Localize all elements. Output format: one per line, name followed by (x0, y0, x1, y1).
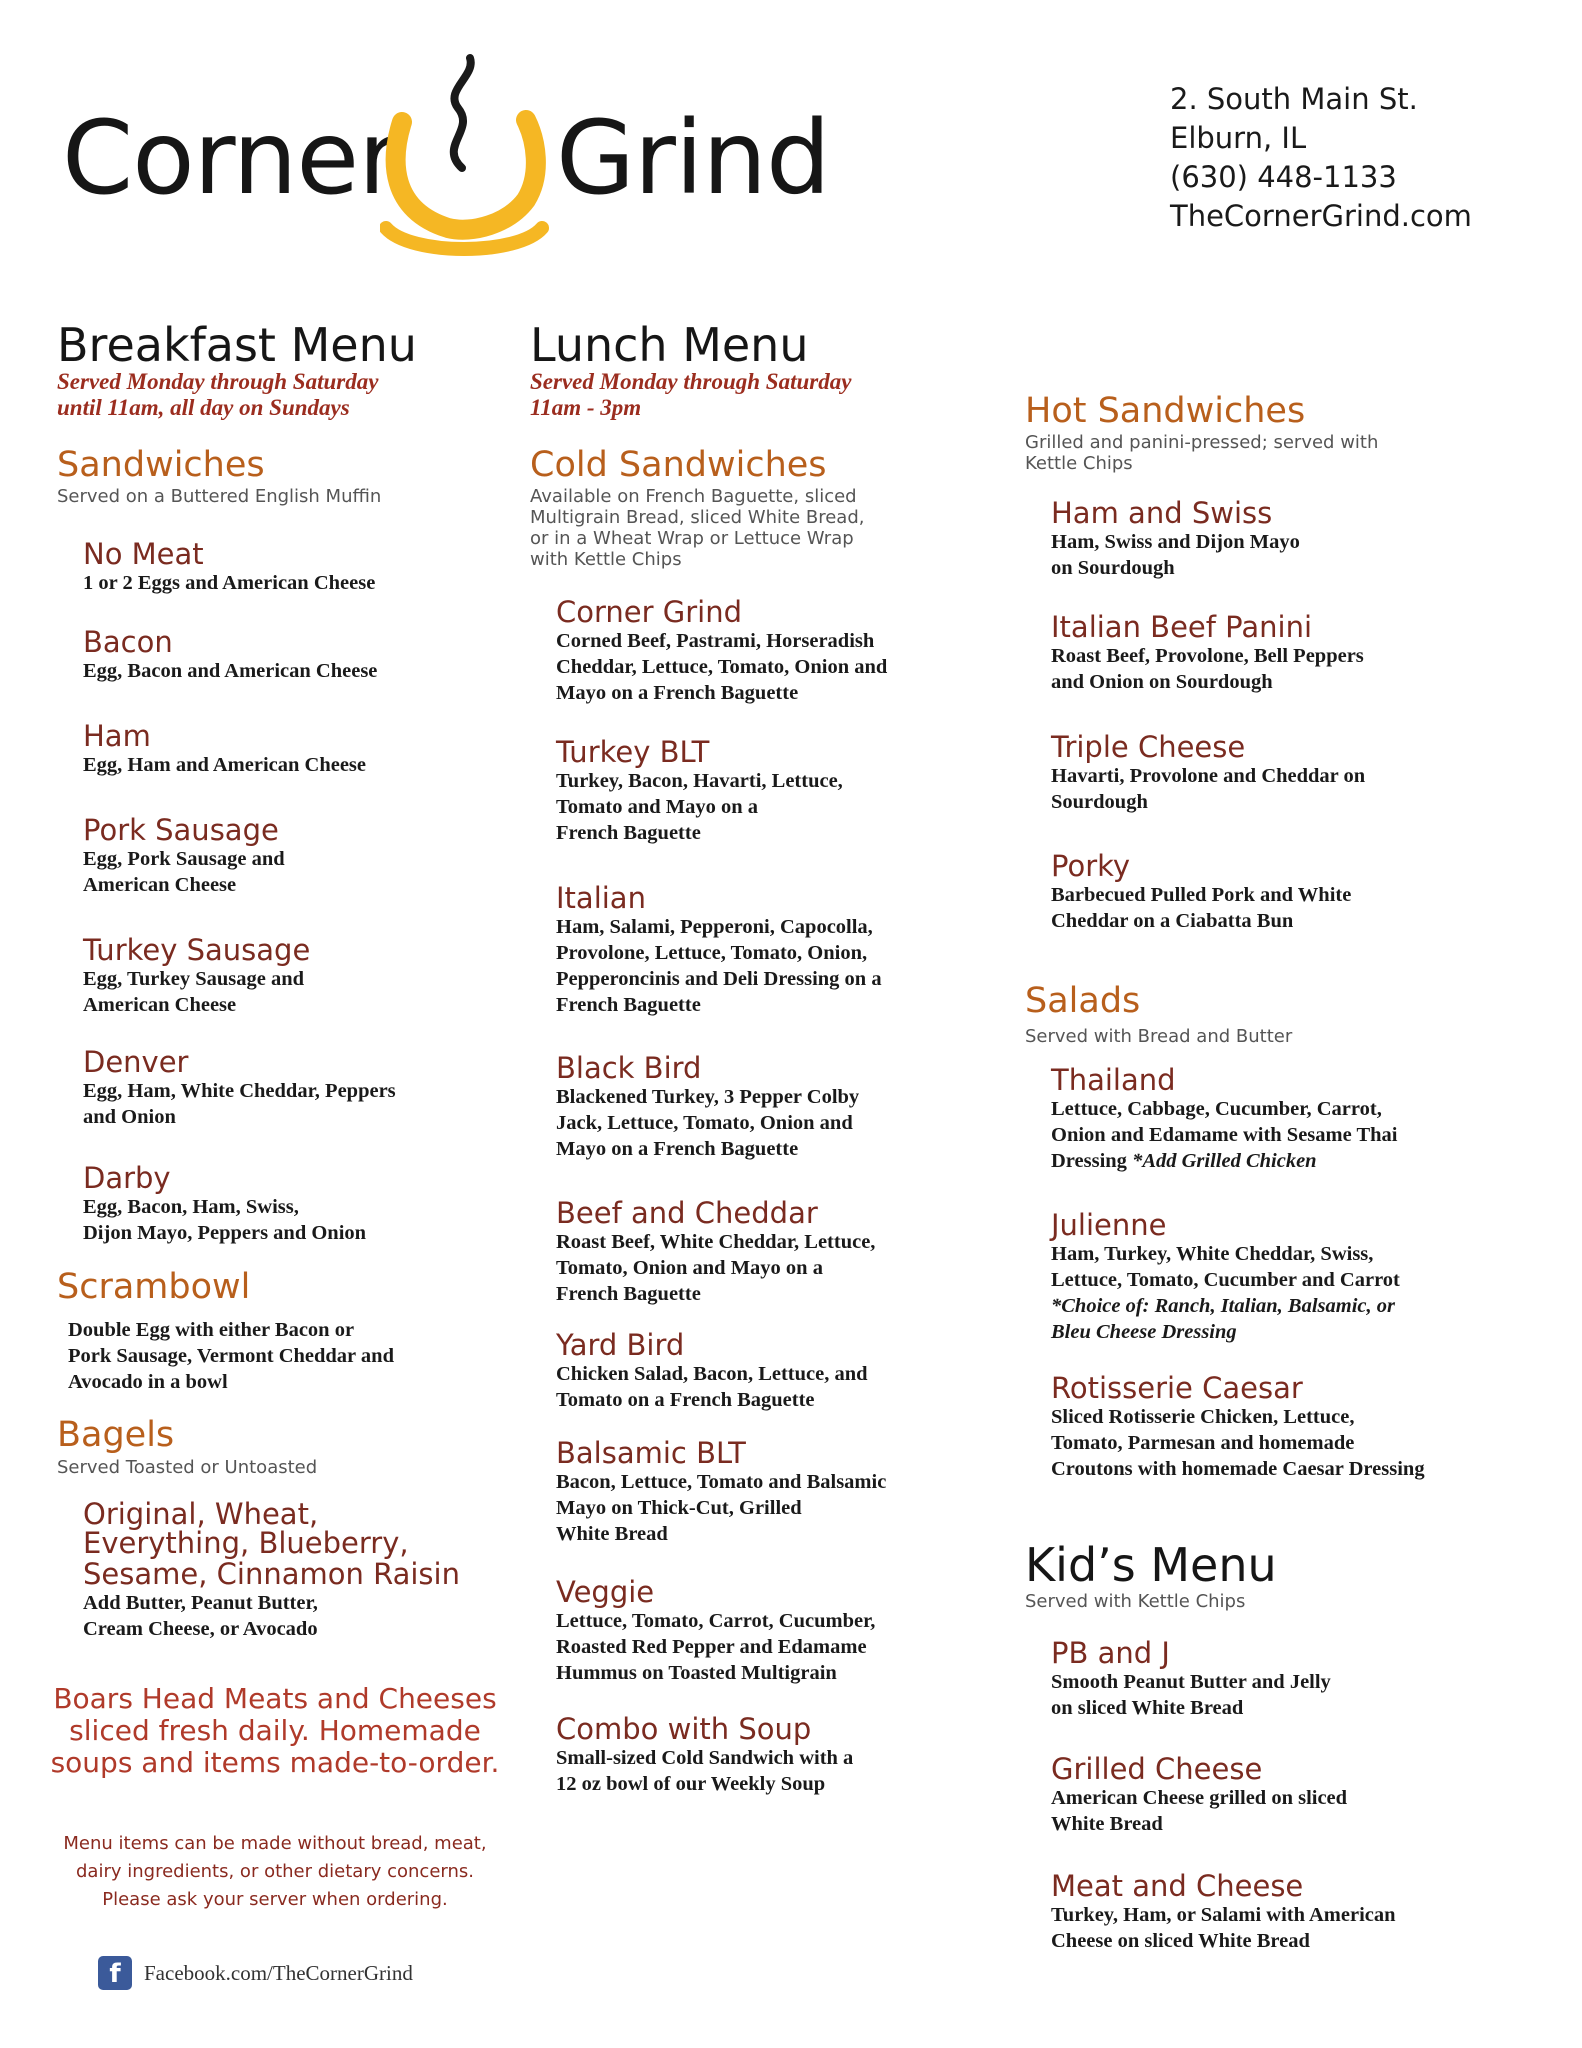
item-name: Denver (83, 1045, 189, 1079)
item-name: Italian Beef Panini (1051, 610, 1313, 644)
item-name: Ham (83, 719, 151, 753)
item-desc: 1 or 2 Eggs and American Cheese (83, 572, 376, 594)
bagels-subtitle: Served Toasted or Untoasted (57, 1457, 318, 1478)
menu-item (83, 720, 366, 778)
item-name: PB and J (1051, 1636, 1170, 1670)
item-name: Combo with Soup (556, 1712, 812, 1746)
item-name: Porky (1051, 849, 1131, 883)
item-desc: Egg, Turkey Sausage and (83, 968, 305, 990)
item-name: Meat and Cheese (1051, 1869, 1304, 1903)
item-desc: Egg, Ham and American Cheese (83, 754, 366, 776)
boars-head-promo: Boars Head Meats and Cheeses sliced fresh daily. Homemade soups and items made-to-order. (50, 1682, 500, 1779)
menu-item (83, 1046, 396, 1130)
item-name: Italian (556, 881, 646, 915)
bagel-flavors: Original, Wheat, Everything, Blueberry, Sesame, Cinnamon Raisin Add Butter, Peanut Butter, Cream Cheese, or Avocado (83, 1497, 460, 1640)
hot-sandwiches-heading: Hot Sandwiches (1025, 391, 1306, 431)
item-desc: Egg, Bacon, Ham, Swiss, (83, 1196, 299, 1218)
menu-item: Grilled Cheese American Cheese grilled on sliced White Bread (1051, 1752, 1348, 1835)
bagels-heading: Bagels (57, 1415, 175, 1455)
address-website[interactable]: TheCornerGrind.com (1170, 199, 1472, 233)
menu-item: Veggie Lettuce, Tomato, Carrot, Cucumber, Roasted Red Pepper and Edamame Hummus on Toasted Multigrain (556, 1575, 876, 1684)
breakfast-sandwiches-heading: Sandwiches (57, 445, 265, 485)
lunch-hours-note: Served Monday through Saturday 11am - 3pm (530, 369, 852, 420)
menu-item: Rotisserie Caesar Sliced Rotisserie Chicken, Lettuce, Tomato, Parmesan and homemade Croutons with homemade Caesar Dressing (1051, 1371, 1425, 1480)
item-name: Balsamic BLT (556, 1436, 746, 1470)
item-name: Yard Bird (556, 1328, 685, 1362)
kids-menu-title: Kid’s Menu (1025, 1538, 1277, 1592)
facebook-icon: f (98, 1956, 132, 1990)
kids-menu-subtitle: Served with Kettle Chips (1025, 1591, 1246, 1612)
address-street: 2. South Main St. (1170, 82, 1418, 116)
item-name: Pork Sausage (83, 813, 279, 847)
scrambowl-heading: Scrambowl (57, 1267, 251, 1307)
item-name: No Meat (83, 537, 204, 571)
menu-item (83, 1162, 366, 1246)
item-desc: Egg, Ham, White Cheddar, Peppers (83, 1080, 396, 1102)
menu-item: Black Bird Blackened Turkey, 3 Pepper Colby Jack, Lettuce, Tomato, Onion and Mayo on a French Baguette (556, 1051, 860, 1160)
menu-item (83, 934, 310, 1018)
item-name: Veggie (556, 1575, 655, 1609)
breakfast-sandwiches-subtitle: Served on a Buttered English Muffin (57, 486, 382, 507)
item-name: Triple Cheese (1051, 730, 1246, 764)
item-name: Black Bird (556, 1051, 702, 1085)
menu-item: Yard Bird Chicken Salad, Bacon, Lettuce, and Tomato on a French Baguette (556, 1328, 868, 1411)
item-name: Bacon (83, 625, 173, 659)
item-name: Turkey BLT (556, 735, 710, 769)
item-name: Corner Grind (556, 595, 743, 629)
item-desc: Egg, Pork Sausage and (83, 848, 285, 870)
facebook-url[interactable]: Facebook.com/TheCornerGrind (144, 1961, 413, 1985)
menu-item: Meat and Cheese Turkey, Ham, or Salami with American Cheese on sliced White Bread (1051, 1869, 1396, 1952)
menu-item: Corner Grind Corned Beef, Pastrami, Horseradish Cheddar, Lettuce, Tomato, Onion and Mayo on a French Baguette (556, 595, 888, 704)
lunch-menu-title: Lunch Menu (530, 318, 809, 372)
item-name: Grilled Cheese (1051, 1752, 1263, 1786)
item-desc: American Cheese (83, 874, 237, 896)
item-name: Ham and Swiss (1051, 496, 1273, 530)
item-name: Beef and Cheddar (556, 1196, 818, 1230)
menu-item: Combo with Soup Small-sized Cold Sandwich with a 12 oz bowl of our Weekly Soup (556, 1712, 854, 1795)
address-city: Elburn, IL (1170, 121, 1307, 155)
breakfast-menu-title: Breakfast Menu (57, 318, 417, 372)
item-name: Darby (83, 1161, 171, 1195)
item-name: Turkey Sausage (83, 933, 311, 967)
menu-item: Julienne Ham, Turkey, White Cheddar, Swiss, Lettuce, Tomato, Cucumber and Carrot *Choice of: Ranch, Italian, Balsamic, or Bleu Cheese Dressing (1051, 1208, 1400, 1343)
item-desc: Egg, Bacon and American Cheese (83, 660, 378, 682)
menu-item: Beef and Cheddar Roast Beef, White Cheddar, Lettuce, Tomato, Onion and Mayo on a French Baguette (556, 1196, 876, 1305)
facebook-link[interactable] (98, 1956, 413, 1990)
item-desc: and Onion (83, 1106, 176, 1128)
item-desc: Dijon Mayo, Peppers and Onion (83, 1222, 367, 1244)
item-name: Julienne (1051, 1208, 1167, 1242)
item-desc: American Cheese (83, 994, 237, 1016)
menu-item: Turkey BLT Turkey, Bacon, Havarti, Lettuce, Tomato and Mayo on a French Baguette (556, 735, 843, 844)
item-name: Thailand (1051, 1063, 1176, 1097)
salads-subtitle: Served with Bread and Butter (1025, 1026, 1293, 1047)
menu-item: Porky Barbecued Pulled Pork and White Cheddar on a Ciabatta Bun (1051, 849, 1352, 932)
menu-item: PB and J Smooth Peanut Butter and Jelly on sliced White Bread (1051, 1636, 1331, 1719)
cold-sandwiches-subtitle: Available on French Baguette, sliced Multigrain Bread, sliced White Bread, or in a Wheat Wrap or Lettuce Wrap with Kettle Chips (530, 486, 865, 570)
menu-item (83, 814, 285, 898)
logo-word-grind: Grind (556, 99, 830, 218)
menu-item: Thailand Lettuce, Cabbage, Cucumber, Carrot, Onion and Edamame with Sesame Thai Dressing *Add Grilled Chicken (1051, 1063, 1398, 1172)
scrambowl-desc: Double Egg with either Bacon or Pork Sausage, Vermont Cheddar and Avocado in a bowl (68, 1319, 394, 1393)
breakfast-hours-note: Served Monday through Saturday until 11am, all day on Sundays (57, 369, 379, 420)
menu-item: Italian Beef Panini Roast Beef, Provolone, Bell Peppers and Onion on Sourdough (1051, 610, 1364, 693)
item-name: Rotisserie Caesar (1051, 1371, 1303, 1405)
coffee-cup-steam-icon (380, 50, 550, 260)
logo-word-corner: Corner (62, 99, 400, 218)
cold-sandwiches-heading: Cold Sandwiches (530, 445, 827, 485)
address-block (1170, 80, 1472, 236)
dietary-note: Menu items can be made without bread, meat, dairy ingredients, or other dietary concerns. Please ask your server when ordering. (63, 1833, 487, 1910)
salads-heading: Salads (1025, 981, 1141, 1021)
menu-item: Italian Ham, Salami, Pepperoni, Capocolla, Provolone, Lettuce, Tomato, Onion, Pepperoncinis and Deli Dressing on a French Baguette (556, 881, 882, 1016)
menu-item (83, 626, 377, 684)
menu-item: Ham and Swiss Ham, Swiss and Dijon Mayo on Sourdough (1051, 496, 1300, 579)
hot-sandwiches-subtitle: Grilled and panini-pressed; served with Kettle Chips (1025, 432, 1379, 474)
address-phone[interactable]: (630) 448-1133 (1170, 160, 1397, 194)
menu-item: Triple Cheese Havarti, Provolone and Cheddar on Sourdough (1051, 730, 1366, 813)
menu-item (83, 538, 375, 596)
menu-item: Balsamic BLT Bacon, Lettuce, Tomato and Balsamic Mayo on Thick-Cut, Grilled White Bread (556, 1436, 887, 1545)
